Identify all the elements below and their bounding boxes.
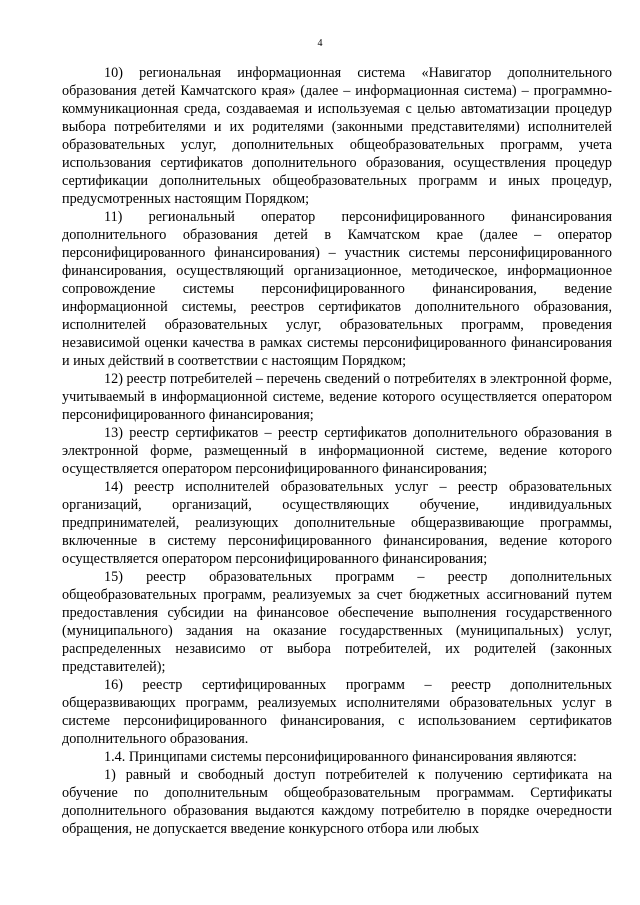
paragraph-item-12: 12) реестр потребителей – перечень сведений о потребителях в электронной форме, учитываемый в информационной системе, ведение которого осуществляется оператором персонифицированного финансирования;: [62, 371, 612, 423]
page-number: 4: [317, 38, 323, 49]
principle-item-1: 1) равный и свободный доступ потребителей к получению сертификата на обучение по дополнительным общеобразовательным программам. Сертификаты дополнительного образования выдаются каждому потребителю в порядке очередности обращения, не допускается введение конкурсного отбора или любых: [62, 767, 612, 837]
paragraph-item-10: 10) региональная информационная система «Навигатор дополнительного образования детей Камчатского края» (далее – информационная система) – программно-коммуникационная среда, создаваемая и используемая с целью автоматизации процедур выбора потребителями и их родителями (законными представителями) исполнителей образовательных услуг, дополнительных общеобразовательных программ, учета использования сертификатов дополнительного образования, осуществления процедур сертификации дополнительных общеобразовательных программ и иных процедур, предусмотренных настоящим Порядком;: [62, 65, 612, 207]
paragraph-item-15: 15) реестр образовательных программ – реестр дополнительных общеобразовательных программ, реализуемых за счет бюджетных ассигнований путем предоставления субсидии на финансовое обеспечение выполнения государственного (муниципального) задания на оказание государственных (муниципальных) услуг, распределенных независимо от выбора потребителей, их родителей (законных представителей);: [62, 569, 612, 675]
section-1-4-heading: 1.4. Принципами системы персонифицированного финансирования являются:: [104, 749, 577, 765]
paragraph-item-11: 11) региональный оператор персонифицированного финансирования дополнительного образования детей в Камчатском крае (далее – оператор персонифицированного финансирования) – участник системы персонифицированного финансирования, осуществляющий организационное, методическое, информационное сопровождение системы персонифицированного финансирования, ведение информационной системы, реестров сертификатов дополнительного образования, исполнителей образовательных услуг, образовательных программ, проведения независимой оценки качества в рамках системы персонифицированного финансирования и иных действий в соответствии с настоящим Порядком;: [62, 209, 612, 369]
paragraph-item-13: 13) реестр сертификатов – реестр сертификатов дополнительного образования в электронной форме, размещенный в информационной системе, ведение которого осуществляется оператором персонифицированного финансирования;: [62, 425, 612, 477]
document-body: [62, 64, 612, 838]
paragraph-item-16: 16) реестр сертифицированных программ – реестр дополнительных общеразвивающих программ, реализуемых исполнителями образовательных услуг в системе персонифицированного финансирования, с использованием сертификатов дополнительного образования.: [62, 677, 612, 747]
paragraph-item-14: 14) реестр исполнителей образовательных услуг – реестр образовательных организаций, организаций, осуществляющих обучение, индивидуальных предпринимателей, реализующих дополнительные общеразвивающие программы, включенные в систему персонифицированного финансирования, ведение которого осуществляется оператором персонифицированного финансирования;: [62, 479, 612, 567]
